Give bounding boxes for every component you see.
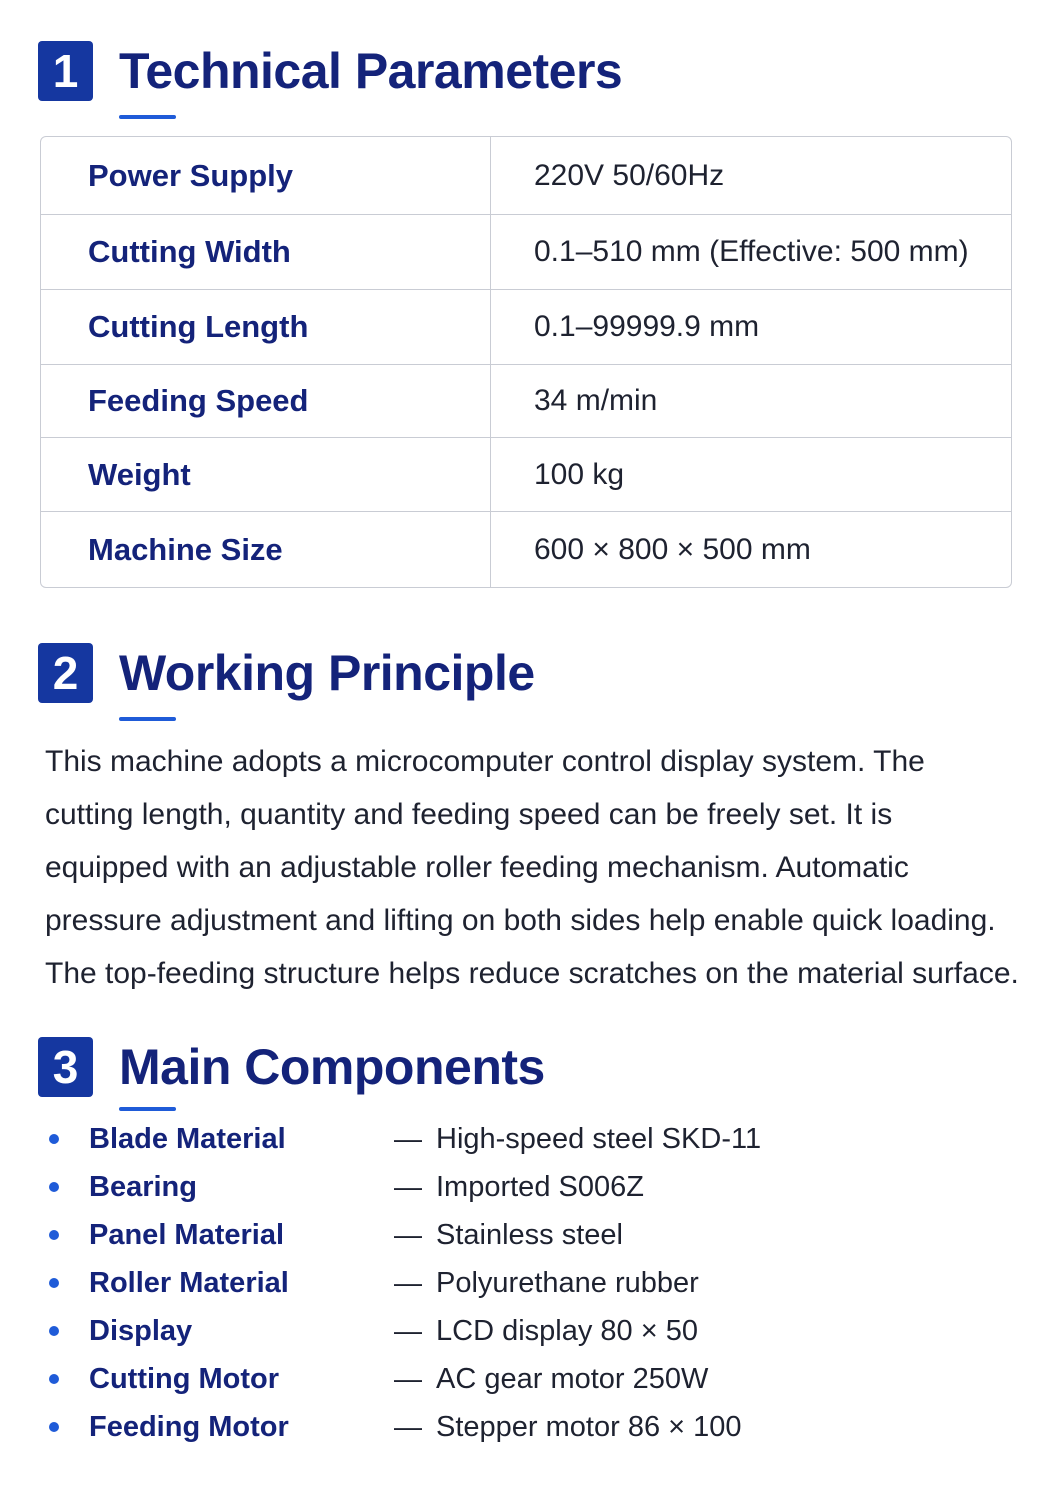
section-title: Technical Parameters [119,43,623,99]
param-value: 100 kg [534,457,625,491]
component-name: Cutting Motor [89,1362,280,1395]
component-value: Stainless steel [436,1218,623,1251]
section-number-badge: 1 [38,41,93,101]
title-underline [119,717,176,721]
technical-parameters-table [40,136,1012,588]
table-row [41,290,1011,365]
list-item [45,1355,945,1403]
table-row [41,512,1011,587]
param-label: Machine Size [41,512,491,587]
bullet-icon [49,1326,59,1336]
component-value: Imported S006Z [436,1170,644,1203]
list-item [45,1307,945,1355]
table-row [41,215,1011,290]
param-value: 220V 50/60Hz [534,158,725,192]
dash-separator: — [394,1267,422,1298]
section-title: Main Components [119,1039,545,1095]
component-value: High-speed steel SKD-11 [436,1122,762,1155]
table-row [41,365,1011,438]
section-number-badge: 2 [38,643,93,703]
table-row [41,438,1011,512]
bullet-icon [49,1182,59,1192]
title-underline [119,1107,176,1111]
param-label: Power Supply [41,137,491,214]
dash-separator: — [394,1363,422,1394]
component-name: Roller Material [89,1266,289,1299]
dash-separator: — [394,1171,422,1202]
section-number-badge: 3 [38,1037,93,1097]
list-item [45,1115,945,1163]
param-label: Cutting Length [41,290,491,364]
bullet-icon [49,1374,59,1384]
bullet-icon [49,1230,59,1240]
component-name: Bearing [89,1170,197,1203]
dash-separator: — [394,1411,422,1442]
component-name: Feeding Motor [89,1410,289,1443]
component-name: Panel Material [89,1218,285,1251]
component-value: Polyurethane rubber [436,1266,699,1299]
section-principle-header [38,643,535,703]
component-value: LCD display 80 × 50 [436,1314,698,1347]
list-item [45,1163,945,1211]
working-principle-paragraph: This machine adopts a microcomputer control display system. The cutting length, quantity and feeding speed can be freely set. It is equipped with an adjustable roller feeding mechanism. Automatic pressure adjustment and lifting on both sides help enable quick loading. The top-feeding structure helps reduce scratches on the material surface. [45,745,1019,990]
bullet-icon [49,1134,59,1144]
table-row [41,137,1011,215]
component-name: Display [89,1314,193,1347]
param-label: Cutting Width [41,215,491,289]
component-value: AC gear motor 250W [436,1362,709,1395]
title-underline [119,115,176,119]
component-name: Blade Material [89,1122,286,1155]
bullet-icon [49,1422,59,1432]
component-value: Stepper motor 86 × 100 [436,1410,742,1443]
param-value: 0.1–99999.9 mm [534,310,760,343]
dash-separator: — [394,1219,422,1250]
section-title: Working Principle [119,645,535,701]
bullet-icon [49,1278,59,1288]
param-label: Weight [41,438,491,511]
components-list [45,1115,945,1451]
dash-separator: — [394,1123,422,1154]
param-value: 600 × 800 × 500 mm [534,532,811,566]
section-components-header [38,1037,545,1097]
param-label: Feeding Speed [41,365,491,437]
param-value: 34 m/min [534,384,658,417]
dash-separator: — [394,1315,422,1346]
section-technical-header [38,41,622,101]
list-item [45,1403,945,1451]
list-item [45,1259,945,1307]
param-value: 0.1–510 mm (Effective: 500 mm) [534,235,969,268]
list-item [45,1211,945,1259]
